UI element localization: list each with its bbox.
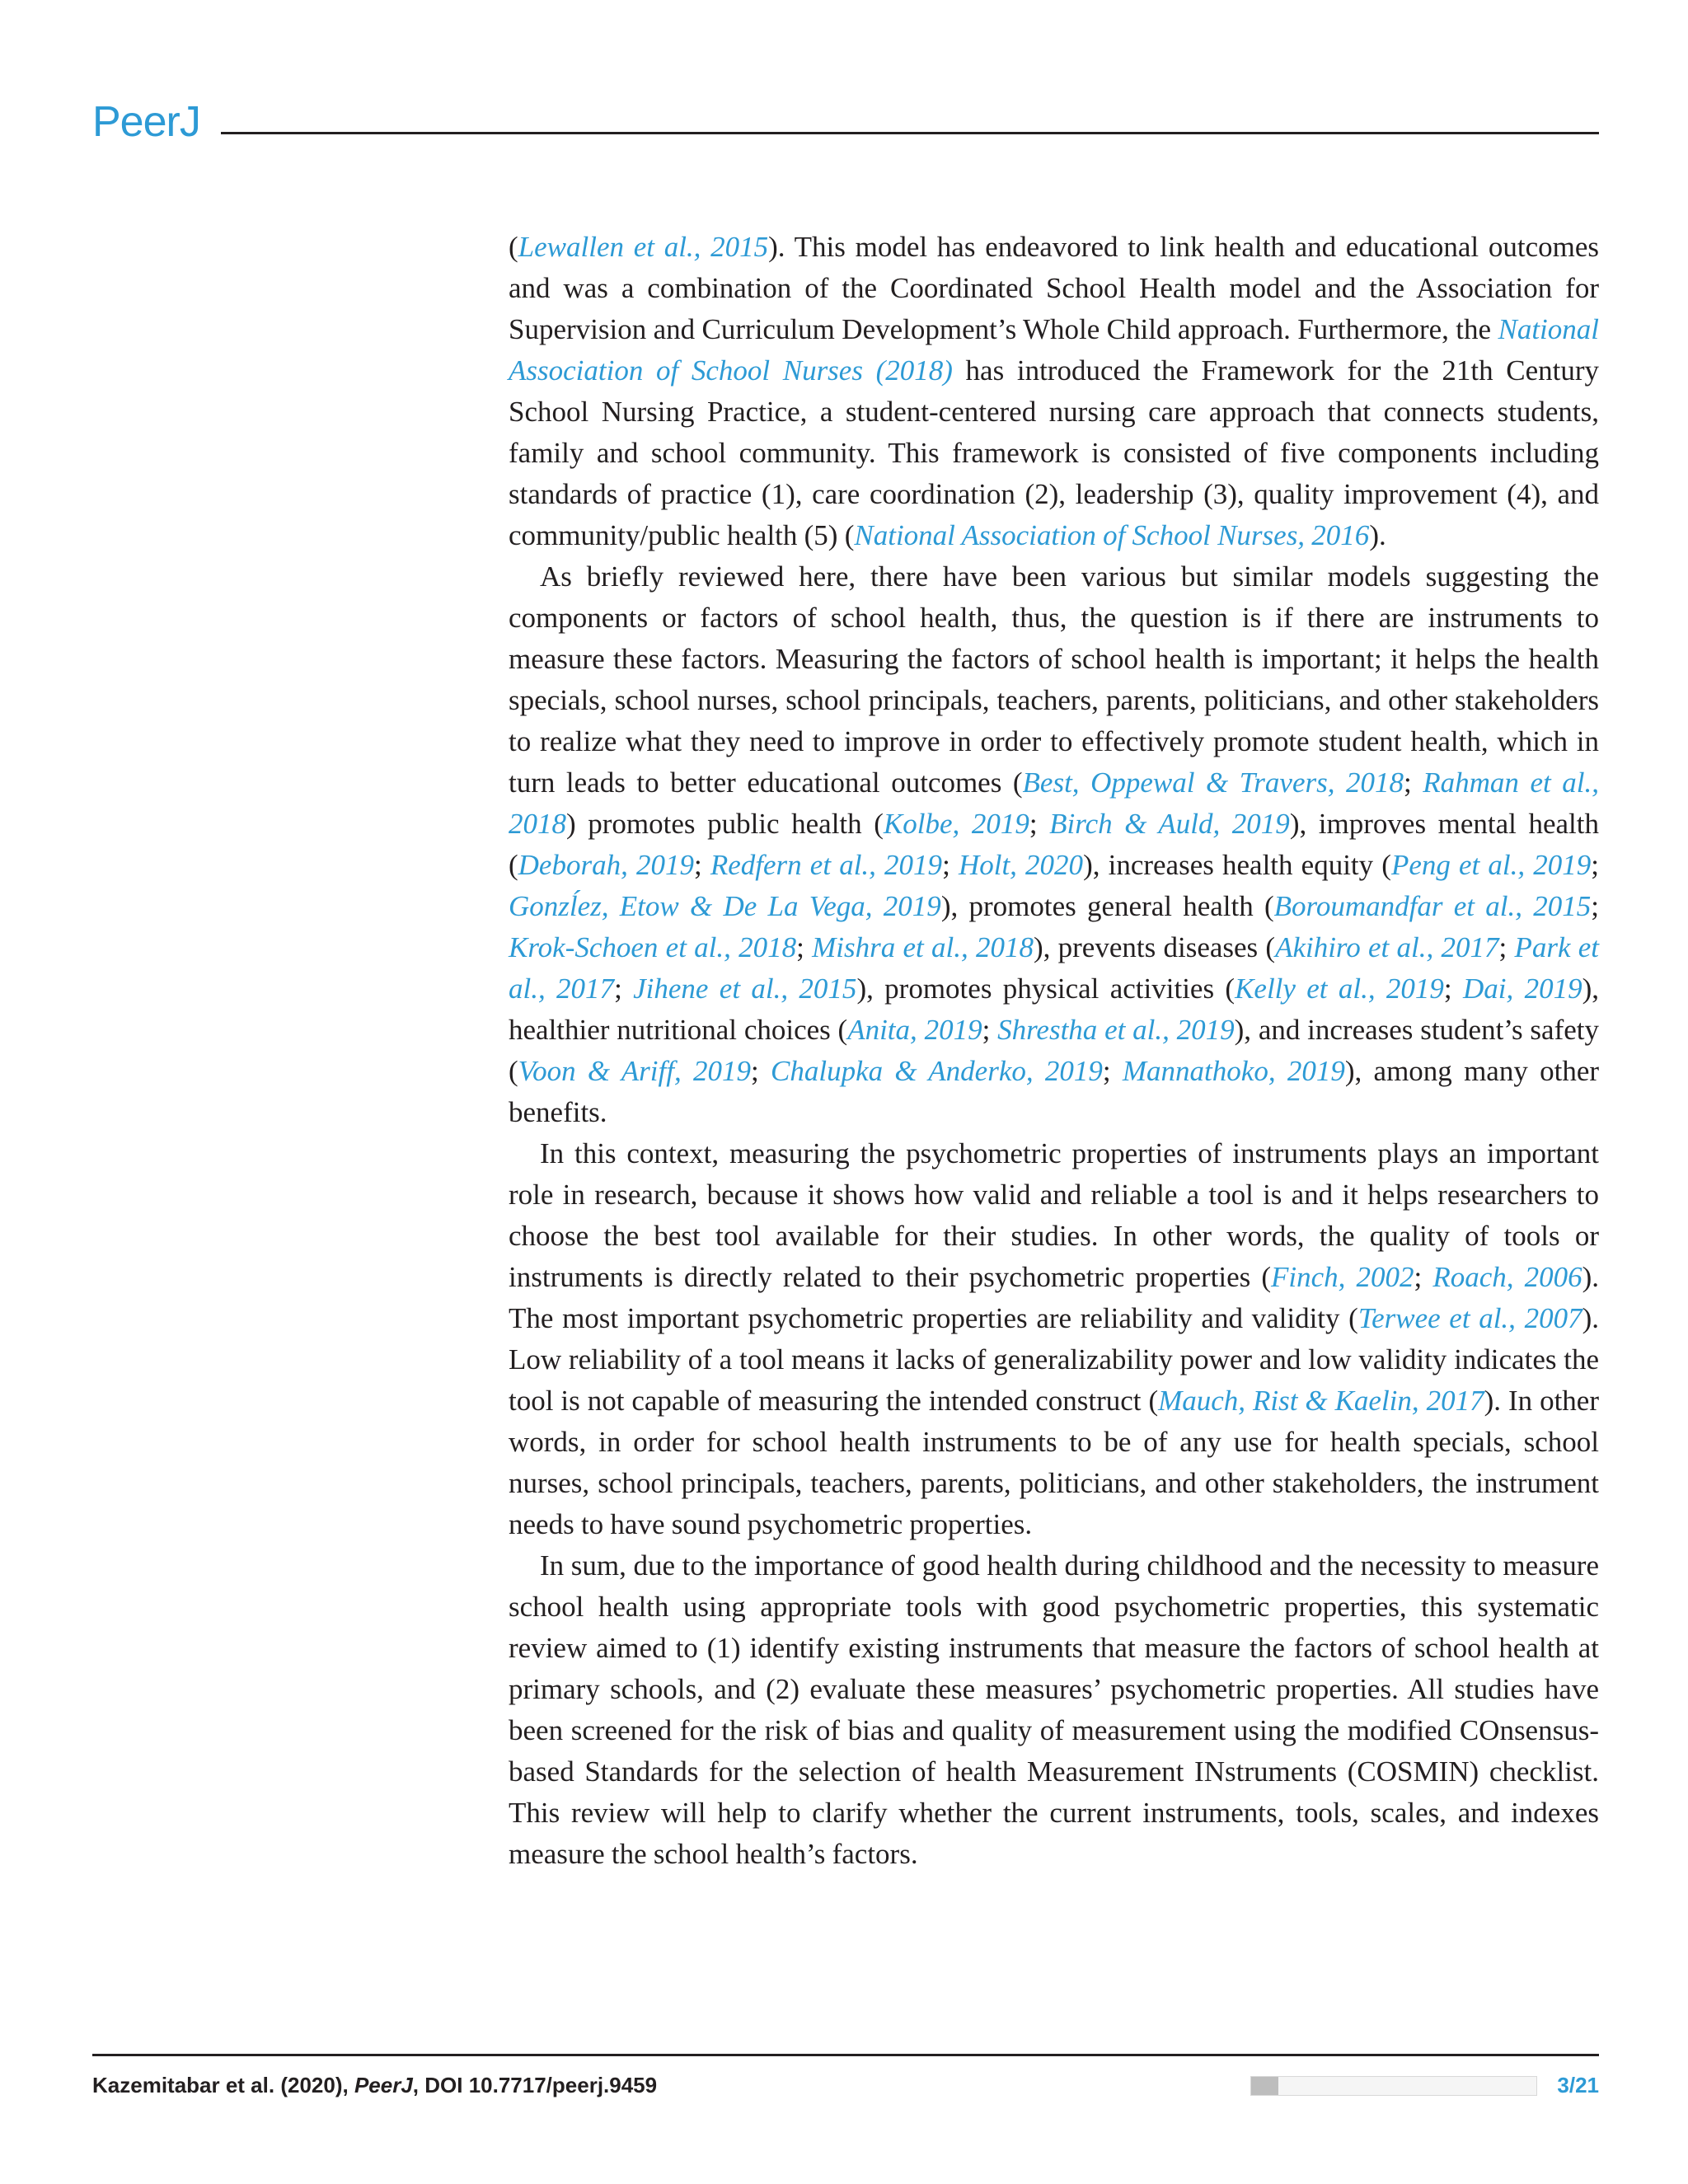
paragraph — [509, 556, 1599, 1133]
footer-rule — [92, 2054, 1599, 2056]
paragraph-text: ; — [1404, 766, 1423, 799]
paragraph-text: ; — [1591, 849, 1600, 881]
citation-link[interactable]: Mannathoko, 2019 — [1122, 1055, 1345, 1087]
paragraph-text: ; — [1498, 931, 1515, 963]
citation-link[interactable]: Dai, 2019 — [1462, 972, 1582, 1005]
citation-link[interactable]: Voon & Ariff, 2019 — [518, 1055, 752, 1087]
citation-link[interactable]: Rahman et al., 2018 — [509, 766, 1599, 840]
footer-citation — [92, 2070, 657, 2100]
citation-link[interactable]: Gonzĺez, Etow & De La Vega, 2019 — [509, 890, 941, 922]
paragraph-text: ), healthier nutritional choices ( — [509, 972, 1599, 1046]
citation-link[interactable]: Mishra et al., 2018 — [812, 931, 1034, 963]
paragraph-text: In this context, measuring the psychometric properties of instruments plays an important role in research, because it shows how valid and reliable a tool is and it helps researchers to choose the best tool available for their studies. In other words, the quality of tools or instruments is directly related to their psychometric properties ( — [509, 1137, 1599, 1293]
citation-link[interactable]: National Association of School Nurses, 2016 — [854, 519, 1370, 551]
citation-link[interactable]: Krok-Schoen et al., 2018 — [509, 931, 797, 963]
paragraph-text: has introduced the Framework for the 21th Century School Nursing Practice, a student-centered nursing care approach that connects students, family and school community. This framework is consisted of five components including standards of practice (1), care coordination (2), leadership (3), quality improvement (4), and community/public health (5) ( — [509, 354, 1599, 551]
paragraph-text: ), promotes physical activities ( — [856, 972, 1236, 1005]
citation-link[interactable]: Roach, 2006 — [1432, 1261, 1582, 1293]
page-number[interactable]: 3/21 — [1557, 2073, 1599, 2097]
paragraph-text: ). In other words, in order for school health instruments to be of any use for health specials, school nurses, school principals, teachers, parents, politicians, and other stakeholders, the instrument needs to have sound psychometric properties. — [509, 1385, 1599, 1540]
citation-link[interactable]: Terwee et al., 2007 — [1357, 1302, 1582, 1334]
paragraph-text: ; — [1029, 808, 1050, 840]
paragraph — [509, 1133, 1599, 1545]
paragraph-text: ; — [1443, 972, 1463, 1005]
paragraph-text: ), improves mental health ( — [509, 808, 1599, 881]
citation-link[interactable]: Boroumandfar et al., 2015 — [1273, 890, 1592, 922]
citation-link[interactable]: Akihiro et al., 2017 — [1275, 931, 1499, 963]
citation-link[interactable]: Anita, 2019 — [847, 1014, 982, 1046]
paragraph-text: ; — [614, 972, 634, 1005]
paragraph-text: ( — [509, 231, 518, 263]
footer-year: (2020), — [280, 2073, 349, 2097]
paragraph-text: ). The most important psychometric properties are reliability and validity ( — [509, 1261, 1600, 1334]
header-rule — [221, 132, 1599, 134]
citation-link[interactable]: Best, Oppewal & Travers, 2018 — [1022, 766, 1404, 799]
footer-journal: PeerJ — [354, 2073, 413, 2097]
paragraph-text: ) promotes public health ( — [566, 808, 884, 840]
paragraph-text: ), and increases student’s safety ( — [509, 1014, 1599, 1087]
citation-link[interactable]: Holt, 2020 — [958, 849, 1084, 881]
citation-link[interactable]: Chalupka & Anderko, 2019 — [771, 1055, 1103, 1087]
citation-link[interactable]: National Association of School Nurses (2018) — [509, 313, 1599, 387]
page-progress-bar — [1250, 2076, 1537, 2096]
citation-link[interactable]: Redfern et al., 2019 — [710, 849, 943, 881]
paragraph-text: ), among many other benefits. — [509, 1055, 1600, 1128]
citation-link[interactable]: Peng et al., 2019 — [1390, 849, 1592, 881]
footer-doi: , DOI 10.7717/peerj.9459 — [412, 2073, 658, 2097]
article-body — [509, 227, 1599, 1875]
paragraph-text: ), prevents diseases ( — [1034, 931, 1276, 963]
paragraph-text: ), increases health equity ( — [1083, 849, 1391, 881]
citation-link[interactable]: Finch, 2002 — [1271, 1261, 1414, 1293]
citation-link[interactable]: Jihene et al., 2015 — [633, 972, 857, 1005]
citation-link[interactable]: Mauch, Rist & Kaelin, 2017 — [1158, 1385, 1484, 1417]
paragraph — [509, 227, 1599, 556]
paragraph-text: ). — [1369, 519, 1386, 551]
paragraph-text: ; — [982, 1014, 998, 1046]
citation-link[interactable]: Kelly et al., 2019 — [1235, 972, 1444, 1005]
citation-link[interactable]: Birch & Auld, 2019 — [1049, 808, 1290, 840]
paragraph-text: As briefly reviewed here, there have been various but similar models suggesting the components or factors of school health, thus, the question is if there are instruments to measure these factors. Measuring the factors of school health is important; it helps the health specials, school nurses, school principals, teachers, parents, politicians, and other stakeholders to realize what they need to improve in order to effectively promote student health, which in turn leads to better educational outcomes ( — [509, 560, 1599, 799]
page-progress-fill — [1251, 2077, 1278, 2095]
paragraph — [509, 1545, 1599, 1875]
citation-link[interactable]: Deborah, 2019 — [518, 849, 694, 881]
paragraph-text: In sum, due to the importance of good health during childhood and the necessity to measure school health using appropriate tools with good psychometric properties, this systematic review aimed to (1) identify existing instruments that measure the factors of school health at primary schools, and (2) evaluate these measures’ psychometric properties. All studies have been screened for the risk of bias and quality of measurement using the modified COnsensus-based Standards for the selection of health Measurement INstruments (COSMIN) checklist. This review will help to clarify whether the current instruments, tools, scales, and indexes measure the school health’s factors. — [509, 1549, 1599, 1870]
citation-link[interactable]: Kolbe, 2019 — [883, 808, 1029, 840]
paragraph-text: ; — [1591, 890, 1599, 922]
citation-link[interactable]: Lewallen et al., 2015 — [518, 231, 769, 263]
paragraph-text: ; — [796, 931, 813, 963]
paragraph-text: ). Low reliability of a tool means it lacks of generalizability power and low validity indicates the tool is not capable of measuring the intended construct ( — [509, 1302, 1599, 1417]
peerj-logo: PeerJ — [92, 98, 200, 146]
paragraph-text: ). This model has endeavored to link health and educational outcomes and was a combination of the Coordinated School Health model and the Association for Supervision and Curriculum Development’s Whole Child approach. Furthermore, the — [509, 231, 1600, 345]
footer-authors: Kazemitabar et al. — [92, 2073, 275, 2097]
paragraph-text: ; — [751, 1055, 771, 1087]
citation-link[interactable]: Park et al., 2017 — [509, 931, 1600, 1005]
paragraph-text: ; — [1414, 1261, 1433, 1293]
citation-link[interactable]: Shrestha et al., 2019 — [997, 1014, 1235, 1046]
paragraph-text: ; — [942, 849, 959, 881]
paragraph-text: ; — [1102, 1055, 1123, 1087]
paragraph-text: ; — [693, 849, 710, 881]
paragraph-text: ), promotes general health ( — [940, 890, 1274, 922]
